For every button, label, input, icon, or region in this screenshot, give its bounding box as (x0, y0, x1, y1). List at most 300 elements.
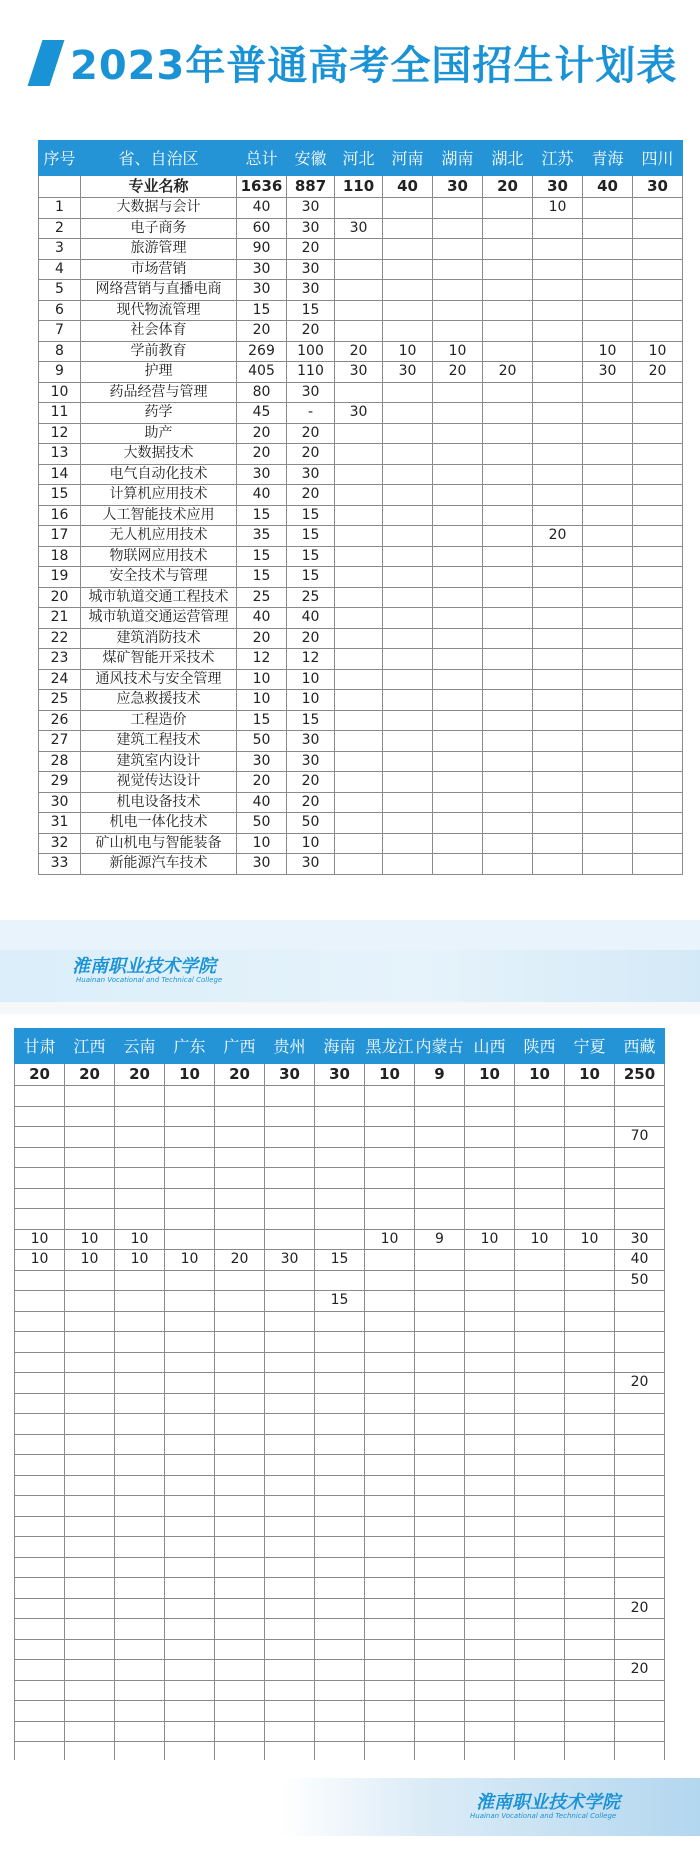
table-cell (365, 1660, 415, 1681)
table-cell (383, 423, 433, 444)
table-cell (415, 1516, 465, 1537)
table-cell (415, 1701, 465, 1722)
table-cell (383, 259, 433, 280)
table-cell (115, 1332, 165, 1353)
table-cell (15, 1598, 65, 1619)
table-cell (533, 813, 583, 834)
table-cell (515, 1127, 565, 1148)
table-cell (365, 1332, 415, 1353)
table-row (15, 1373, 665, 1394)
table-cell (335, 423, 383, 444)
table-cell (315, 1680, 365, 1701)
table-cell (383, 239, 433, 260)
table-row (39, 526, 683, 547)
table-cell (15, 1557, 65, 1578)
table-cell (365, 1086, 415, 1107)
table-cell (365, 1537, 415, 1558)
table-cell (615, 1086, 665, 1107)
table-cell (165, 1291, 215, 1312)
table-cell: 通风技术与安全管理 (81, 669, 237, 690)
table-cell (515, 1086, 565, 1107)
table-cell (533, 608, 583, 629)
table-cell (265, 1414, 315, 1435)
table-cell (515, 1106, 565, 1127)
table-cell: 30 (335, 362, 383, 383)
table-cell (483, 341, 533, 362)
table-cell (615, 1680, 665, 1701)
table-row (15, 1168, 665, 1189)
table-cell (265, 1455, 315, 1476)
table-cell (533, 751, 583, 772)
table-cell (633, 218, 683, 239)
table-cell: 10 (365, 1229, 415, 1250)
table-cell (565, 1742, 615, 1763)
table-cell (633, 300, 683, 321)
enrollment-table-2 (14, 1028, 665, 1763)
table-cell (315, 1209, 365, 1230)
table-cell (415, 1557, 465, 1578)
table-cell (65, 1147, 115, 1168)
table-cell (315, 1127, 365, 1148)
table-cell (583, 259, 633, 280)
table-row (39, 710, 683, 731)
table-cell: 28 (39, 751, 81, 772)
table-cell (533, 792, 583, 813)
table-cell: 19 (39, 567, 81, 588)
table-cell: 矿山机电与智能装备 (81, 833, 237, 854)
table-cell (365, 1701, 415, 1722)
table-cell (565, 1209, 615, 1230)
table-cell: 10 (15, 1250, 65, 1271)
table-cell (465, 1393, 515, 1414)
table-cell (65, 1680, 115, 1701)
table-cell (383, 546, 433, 567)
total-cell: 30 (265, 1064, 315, 1086)
table-cell (335, 382, 383, 403)
table-cell (533, 628, 583, 649)
table-cell (433, 259, 483, 280)
table-cell (315, 1229, 365, 1250)
table-cell (115, 1721, 165, 1742)
table-cell (383, 280, 433, 301)
table-cell (465, 1598, 515, 1619)
table-cell: 30 (287, 464, 335, 485)
table-cell (583, 772, 633, 793)
table-cell (265, 1557, 315, 1578)
table-cell: 20 (615, 1660, 665, 1681)
table-cell: 25 (237, 587, 287, 608)
table-row (39, 567, 683, 588)
table-row (15, 1701, 665, 1722)
table-cell (565, 1311, 615, 1332)
table-cell: 新能源汽车技术 (81, 854, 237, 875)
table-cell (433, 751, 483, 772)
table-cell (615, 1721, 665, 1742)
table-cell (415, 1352, 465, 1373)
table-cell (383, 444, 433, 465)
table-cell: 建筑室内设计 (81, 751, 237, 772)
table-cell (483, 485, 533, 506)
table-cell (265, 1578, 315, 1599)
table-cell (483, 690, 533, 711)
table-row (39, 608, 683, 629)
table-cell (15, 1393, 65, 1414)
table-cell: 30 (237, 259, 287, 280)
table-cell (315, 1701, 365, 1722)
table-cell (465, 1373, 515, 1394)
table-cell (15, 1680, 65, 1701)
table-cell (335, 587, 383, 608)
table-cell (335, 751, 383, 772)
table-cell (465, 1639, 515, 1660)
table-cell (633, 731, 683, 752)
table-cell (335, 546, 383, 567)
table-cell (515, 1619, 565, 1640)
table-cell (65, 1086, 115, 1107)
table-cell: 3 (39, 239, 81, 260)
table-cell (533, 731, 583, 752)
table-cell (65, 1168, 115, 1189)
table-cell (215, 1373, 265, 1394)
column-header: 广西 (215, 1029, 265, 1064)
table-cell (565, 1557, 615, 1578)
table-cell (583, 751, 633, 772)
table-cell (215, 1352, 265, 1373)
table-cell (465, 1250, 515, 1271)
table-cell (433, 526, 483, 547)
table-cell (365, 1311, 415, 1332)
table-cell (583, 669, 633, 690)
column-header: 青海 (583, 141, 633, 176)
table-cell (583, 505, 633, 526)
table-cell: 4 (39, 259, 81, 280)
table-cell (215, 1434, 265, 1455)
total-cell: 9 (415, 1064, 465, 1086)
table-cell: 10 (383, 341, 433, 362)
table-cell (115, 1188, 165, 1209)
table-cell (615, 1434, 665, 1455)
table-cell (265, 1311, 315, 1332)
table-cell (365, 1270, 415, 1291)
table-cell (15, 1414, 65, 1435)
table-cell (433, 485, 483, 506)
table-cell (565, 1352, 615, 1373)
table-1-header-row (39, 141, 683, 176)
table-cell: 10 (533, 198, 583, 219)
table-cell (15, 1701, 65, 1722)
table-cell (65, 1619, 115, 1640)
table-cell: 10 (165, 1250, 215, 1271)
table-cell (383, 608, 433, 629)
table-cell (365, 1721, 415, 1742)
table-cell (533, 341, 583, 362)
table-cell (165, 1393, 215, 1414)
table-cell (365, 1414, 415, 1435)
table-cell (365, 1373, 415, 1394)
table-cell (65, 1414, 115, 1435)
table-cell (633, 403, 683, 424)
table-cell: 6 (39, 300, 81, 321)
table-cell (565, 1496, 615, 1517)
table-cell (265, 1537, 315, 1558)
table-cell (533, 423, 583, 444)
table-cell (533, 485, 583, 506)
table-cell: 29 (39, 772, 81, 793)
table-cell (65, 1578, 115, 1599)
table-cell (265, 1619, 315, 1640)
table-cell (115, 1373, 165, 1394)
table-cell (533, 690, 583, 711)
table-cell (315, 1516, 365, 1537)
table-row (15, 1127, 665, 1148)
table-row (39, 690, 683, 711)
table-cell: 10 (433, 341, 483, 362)
table-cell (265, 1475, 315, 1496)
table-cell (415, 1639, 465, 1660)
totals-row (39, 176, 683, 198)
table-cell: 30 (237, 751, 287, 772)
table-cell: 20 (533, 526, 583, 547)
table-cell (583, 690, 633, 711)
table-cell (165, 1516, 215, 1537)
table-cell: 30 (287, 382, 335, 403)
table-cell (215, 1291, 265, 1312)
total-cell: 10 (465, 1064, 515, 1086)
table-row (15, 1229, 665, 1250)
table-cell (633, 833, 683, 854)
table-row (15, 1414, 665, 1435)
table-cell (165, 1414, 215, 1435)
table-cell (583, 300, 633, 321)
table-cell (415, 1209, 465, 1230)
table-cell (633, 423, 683, 444)
table-cell: 学前教育 (81, 341, 237, 362)
table-cell (565, 1516, 615, 1537)
table-cell: 助产 (81, 423, 237, 444)
table-cell: 20 (615, 1373, 665, 1394)
table-cell: 15 (287, 546, 335, 567)
table-cell (65, 1209, 115, 1230)
table-cell: 30 (287, 218, 335, 239)
table-cell (335, 567, 383, 588)
table-cell (383, 587, 433, 608)
table-cell (415, 1106, 465, 1127)
table-row (39, 854, 683, 875)
table-cell: 30 (265, 1250, 315, 1271)
table-cell (615, 1352, 665, 1373)
total-cell: 110 (335, 176, 383, 198)
table-cell: 10 (287, 669, 335, 690)
table-cell (115, 1742, 165, 1763)
table-cell (615, 1578, 665, 1599)
total-cell: 40 (383, 176, 433, 198)
table-cell (465, 1106, 515, 1127)
table-cell: 20 (287, 239, 335, 260)
table-cell (65, 1127, 115, 1148)
table-cell (335, 280, 383, 301)
table-cell (633, 505, 683, 526)
table-cell: 18 (39, 546, 81, 567)
table-cell (335, 321, 383, 342)
table-cell (433, 198, 483, 219)
table-row (39, 341, 683, 362)
table-cell: 12 (287, 649, 335, 670)
table-cell (335, 628, 383, 649)
table-cell (465, 1311, 515, 1332)
table-cell (615, 1209, 665, 1230)
table-cell (115, 1475, 165, 1496)
table-cell (583, 280, 633, 301)
table-cell: 城市轨道交通运营管理 (81, 608, 237, 629)
table-cell (633, 690, 683, 711)
table-cell (115, 1496, 165, 1517)
enrollment-table-1-wrap (38, 140, 683, 875)
table-cell (165, 1680, 215, 1701)
table-cell (115, 1537, 165, 1558)
table-row (15, 1598, 665, 1619)
totals-row (15, 1064, 665, 1086)
table-cell (165, 1229, 215, 1250)
table-cell: 33 (39, 854, 81, 875)
table-cell (335, 649, 383, 670)
total-cell: 10 (165, 1064, 215, 1086)
table-cell (415, 1578, 465, 1599)
table-row (39, 280, 683, 301)
total-cell: 887 (287, 176, 335, 198)
table-cell (465, 1291, 515, 1312)
table-cell (633, 464, 683, 485)
table-cell (465, 1414, 515, 1435)
table-cell (165, 1311, 215, 1332)
table-cell (215, 1516, 265, 1537)
table-cell: 9 (415, 1229, 465, 1250)
table-cell (265, 1229, 315, 1250)
total-cell: 10 (365, 1064, 415, 1086)
table-cell: 城市轨道交通工程技术 (81, 587, 237, 608)
table-cell (433, 239, 483, 260)
column-header: 安徽 (287, 141, 335, 176)
table-cell (365, 1619, 415, 1640)
table-cell: 10 (633, 341, 683, 362)
table-cell (315, 1660, 365, 1681)
column-header: 西藏 (615, 1029, 665, 1064)
table-cell (433, 854, 483, 875)
table-cell (565, 1127, 615, 1148)
table-cell (615, 1311, 665, 1332)
table-cell: 5 (39, 280, 81, 301)
table-cell: 20 (483, 362, 533, 383)
table-cell (415, 1537, 465, 1558)
table-row (15, 1516, 665, 1537)
table-cell (15, 1147, 65, 1168)
table-cell (165, 1721, 215, 1742)
table-cell (65, 1332, 115, 1353)
table-cell: 煤矿智能开采技术 (81, 649, 237, 670)
table-cell (515, 1147, 565, 1168)
table-cell (565, 1147, 615, 1168)
table-cell: 10 (287, 690, 335, 711)
column-header: 河北 (335, 141, 383, 176)
table-cell (415, 1291, 465, 1312)
total-cell: 40 (583, 176, 633, 198)
table-row (39, 362, 683, 383)
table-cell (465, 1086, 515, 1107)
table-cell (315, 1537, 365, 1558)
table-cell (633, 587, 683, 608)
table-cell (315, 1619, 365, 1640)
table-cell: 15 (39, 485, 81, 506)
table-cell (265, 1496, 315, 1517)
table-cell (335, 485, 383, 506)
table-cell (15, 1537, 65, 1558)
table-cell (15, 1496, 65, 1517)
table-cell (583, 587, 633, 608)
table-cell (265, 1127, 315, 1148)
column-header: 海南 (315, 1029, 365, 1064)
table-cell (583, 710, 633, 731)
table-cell (515, 1721, 565, 1742)
section-divider (0, 920, 700, 1002)
table-cell (483, 321, 533, 342)
table-cell (115, 1086, 165, 1107)
table-row (39, 546, 683, 567)
table-cell (65, 1311, 115, 1332)
table-cell (215, 1619, 265, 1640)
table-cell (415, 1311, 465, 1332)
table-cell (65, 1106, 115, 1127)
table-cell: 25 (39, 690, 81, 711)
table-cell (383, 485, 433, 506)
table-cell (433, 423, 483, 444)
table-cell (565, 1168, 615, 1189)
total-cell: 30 (633, 176, 683, 198)
total-cell: 30 (433, 176, 483, 198)
table-cell (433, 690, 483, 711)
table-row (15, 1455, 665, 1476)
table-cell (483, 403, 533, 424)
table-cell (415, 1188, 465, 1209)
table-cell: 30 (287, 198, 335, 219)
table-row (15, 1332, 665, 1353)
table-cell: 护理 (81, 362, 237, 383)
table-cell: 10 (115, 1250, 165, 1271)
table-cell (365, 1352, 415, 1373)
table-cell (465, 1455, 515, 1476)
table-row (39, 587, 683, 608)
table-cell (115, 1516, 165, 1537)
table-row (39, 321, 683, 342)
column-header: 总计 (237, 141, 287, 176)
table-cell (515, 1168, 565, 1189)
table-cell (615, 1619, 665, 1640)
table-cell (215, 1598, 265, 1619)
table-cell (515, 1516, 565, 1537)
table-cell (365, 1250, 415, 1271)
table-cell (433, 731, 483, 752)
table-cell (515, 1393, 565, 1414)
table-cell (383, 218, 433, 239)
table-cell (565, 1393, 615, 1414)
table-row (15, 1270, 665, 1291)
table-cell (583, 464, 633, 485)
table-cell (115, 1639, 165, 1660)
table-cell (15, 1373, 65, 1394)
table-cell: 大数据技术 (81, 444, 237, 465)
table-cell (65, 1373, 115, 1394)
table-cell (515, 1701, 565, 1722)
table-cell: 35 (237, 526, 287, 547)
table-cell: 10 (65, 1229, 115, 1250)
